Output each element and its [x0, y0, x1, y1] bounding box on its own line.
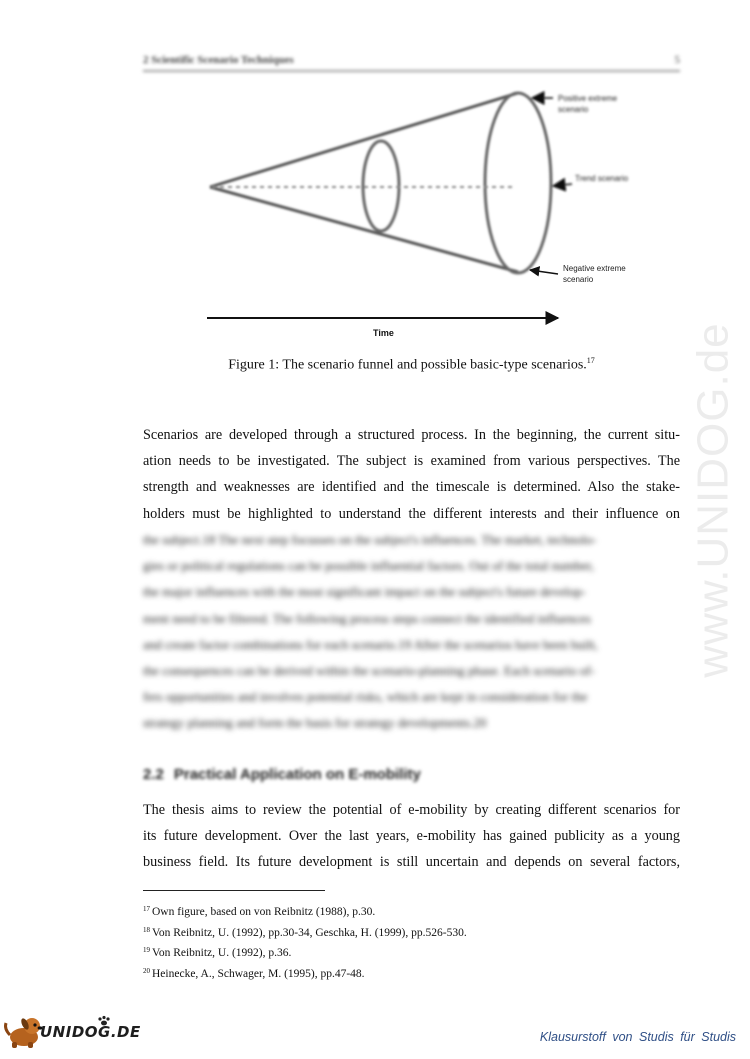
tagline: Klausurstoff von Studis für Studis	[539, 1030, 736, 1044]
footnote-number: 20	[143, 966, 150, 975]
text-line: holders must be highlighted to understand the different interests and their influence on	[143, 505, 680, 522]
footnote-number: 17	[143, 905, 150, 913]
footnote-number: 18	[143, 925, 150, 934]
arrow-negative	[530, 270, 558, 274]
dog-mascot-icon	[6, 1017, 43, 1048]
arrow-trend	[553, 184, 572, 186]
section-title: 2 Scientific Scenario Techniques	[143, 54, 294, 66]
funnel-large-ring	[485, 93, 551, 273]
watermark	[684, 270, 744, 730]
footnote-number: 19	[143, 946, 150, 954]
blurred-line: the subject.18 The next step focusses on the subject's influences. The market, technolo-	[143, 532, 597, 547]
label-trend-scenario: Trend scenario	[575, 174, 629, 183]
footnote-item	[143, 942, 680, 963]
funnel-shape	[210, 93, 572, 273]
section-heading-title: Practical Application on E-mobility	[173, 766, 421, 783]
paragraph-blurred-section	[143, 527, 680, 737]
blurred-line: the major influences with the most significant impact on the subject's future develop-	[143, 584, 586, 600]
caption-footnote-ref: 17	[586, 356, 595, 365]
footnote-text: Heinecke, A., Schwager, M. (1995), pp.47-48.	[152, 967, 365, 980]
label-negative-extreme	[563, 263, 626, 285]
figure-caption	[143, 356, 680, 374]
section-heading	[143, 766, 421, 783]
label-positive-extreme	[558, 93, 617, 115]
label-negative-line1: Negative extreme	[563, 264, 626, 273]
text-line: ation needs to be investigated. The subject is examined from various perspectives. The	[143, 453, 680, 470]
blurred-line: ment need to be filtered. The following process steps connect the identified influences	[143, 610, 591, 626]
watermark-text: www.UNIDOG.de	[689, 322, 739, 678]
footnote-separator	[143, 890, 325, 891]
paragraph-thesis-aims	[143, 797, 680, 876]
footnotes	[143, 901, 680, 983]
blurred-line: strategy planning and form the basis for strategy developments.20	[143, 715, 487, 731]
caption-text: Figure 1: The scenario funnel and possible basic-type scenarios.	[228, 357, 587, 373]
time-axis-label: Time	[373, 328, 394, 338]
footnote-item	[143, 901, 680, 922]
section-number: 2.2	[143, 766, 164, 783]
text-line: Scenarios are developed through a structured process. In the beginning, the current situ-	[143, 427, 680, 443]
paragraph-scenario-process	[143, 422, 680, 527]
footnote-text: Von Reibnitz, U. (1992), p.36.	[152, 947, 292, 959]
footnote-text: Von Reibnitz, U. (1992), pp.30-34, Geschka, H. (1999), pp.526-530.	[152, 926, 467, 939]
text-line: its future development. Over the last years, e-mobility has gained publicity as a young	[143, 828, 680, 845]
blurred-line: and create factor combinations for each scenario.19 After the scenarios have been built,	[143, 636, 598, 652]
blurred-line: the consequences can be derived within the scenario-planning phase. Each scenario of-	[143, 663, 595, 679]
footnote-item	[143, 963, 680, 984]
label-positive-line2: scenario	[558, 105, 589, 114]
blurred-line: fers opportunities and involves potential risks, which are kept in consideration for the	[143, 689, 588, 705]
text-line: business field. Its future development is still uncertain and depends on several factors,	[143, 854, 680, 871]
footnote-text: Own figure, based on von Reibnitz (1988), p.30.	[152, 906, 376, 918]
scenario-funnel-figure	[0, 0, 750, 345]
text-line: strength and weaknesses are identified and the timescale is determined. Also the stake-	[143, 479, 680, 496]
text-line: The thesis aims to review the potential of e-mobility by creating different scenarios for	[143, 802, 680, 818]
label-negative-line2: scenario	[563, 275, 594, 284]
page-number: 5	[674, 54, 680, 66]
footnote-item	[143, 922, 680, 943]
blurred-line: gies or political regulations can be possible influential factors. Out of the total number,	[143, 558, 595, 574]
logo-text: UNIDOG.DE	[40, 1023, 141, 1041]
label-positive-line1: Positive extreme	[558, 94, 618, 103]
